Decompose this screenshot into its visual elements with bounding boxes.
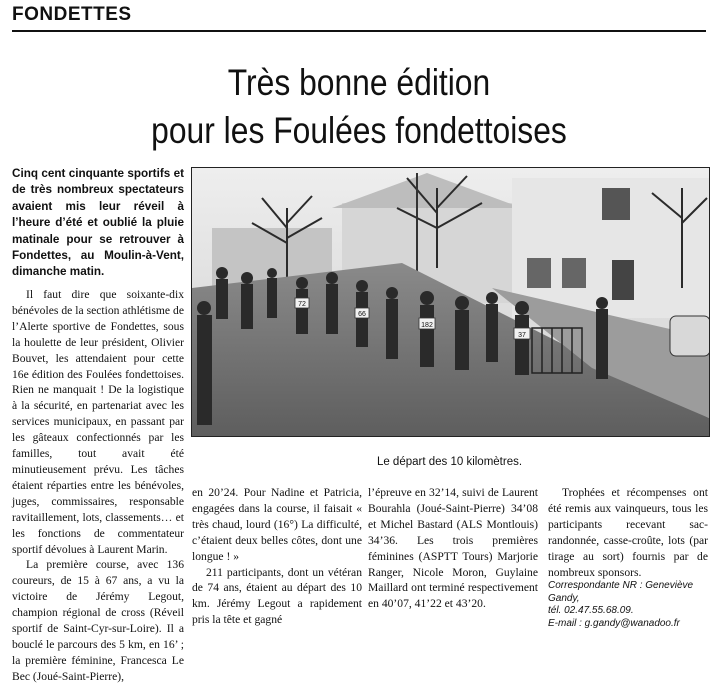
- article-column-3: [368, 485, 538, 612]
- race-start-photo: [191, 167, 710, 437]
- section-rule: [12, 30, 706, 32]
- credit-name: Correspondante NR : Geneviève Gandy,: [548, 580, 694, 604]
- bib-number: 72: [298, 301, 306, 308]
- paragraph: 211 participants, dont un vétéran de 74 ans, étaient au départ des 10 km. Jérémy Legout a rapidement pris la tête et gagné: [192, 565, 362, 627]
- lede-paragraph: Cinq cent cinquante sportifs et de très nombreux spectateurs avaient mis leur réveil à l’heure d’été et oublié la pluie matinale pour se retrouver à Fondettes, au Moulin-à-Vent, dimanche matin.: [12, 167, 184, 279]
- photo-caption: Le départ des 10 kilomètres.: [376, 456, 523, 468]
- paragraph: en 20’24. Pour Nadine et Patricia, engagées dans la course, il faisait « très chaud, lourd (16°) La difficulté, c’étaient deux belles côtes, dont une longue ! »: [192, 486, 362, 563]
- correspondent-credit: [548, 580, 718, 630]
- paragraph: l’épreuve en 32’14, suivi de Laurent Bourahla (Joué-Saint-Pierre) 34’08 et Michel Bastard (ALS Montlouis) 34’36. Les trois premières féminines (ASPTT Tours) Marjorie Ranger, Nicole Moron, Guylaine Maillard ont terminé respectivement en 40’07, 41’22 et 43’20.: [368, 486, 538, 611]
- credit-phone: tél. 02.47.55.68.09.: [548, 605, 634, 616]
- article-column-4: [548, 485, 708, 580]
- paragraph: La première course, avec 136 coureurs, de 15 à 67 ans, a vu la victoire de Jérémy Legout, champion régional de cross (Réveil sportif de Saint-Cyr-sur-Loire). Il a bouclé le parcours des 5 km, en 16’ ; la première féminine, Francesca Le Bec (Joué-Saint-Pierre),: [12, 558, 184, 683]
- article-column-2: [192, 485, 362, 628]
- headline-line-2: pour les Foulées fondettoises: [151, 110, 567, 151]
- paragraph: Il faut dire que soixante-dix bénévoles de la section athlétisme de l’Alerte sportive de Fondettes, sous la houlette de leur président, Olivier Bouvet, les attendaient pour cette 16e édition des Foulées fondettoises. Rien ne manquait ! De la logistique à la sécurité, en partenariat avec les services municipaux, en passant par les gâteaux confectionnés par les familles, tout avait été minutieusement prévu. Les tâches étaient réparties entre les bénévoles, juges, commissaires, responsable ravitaillement, lots, classements… et les fonctions de commentateur sportif dévolues à Laurent Marin.: [12, 288, 184, 556]
- bib-number: 182: [421, 322, 433, 329]
- paragraph: Trophées et récompenses ont été remis aux vainqueurs, tous les participants recevant sac-randonnée, casse-croûte, lots (par tirage au sort) fournis par de nombreux sponsors.: [548, 486, 708, 579]
- headline-line-1: Très bonne édition: [227, 62, 491, 103]
- bib-number: 66: [358, 311, 366, 318]
- bib-number: 37: [518, 332, 526, 339]
- credit-email: E-mail : g.gandy@wanadoo.fr: [548, 617, 680, 629]
- photo-illustration: [192, 168, 709, 436]
- article-column-1: [12, 287, 184, 685]
- section-header: FONDETTES: [12, 4, 132, 25]
